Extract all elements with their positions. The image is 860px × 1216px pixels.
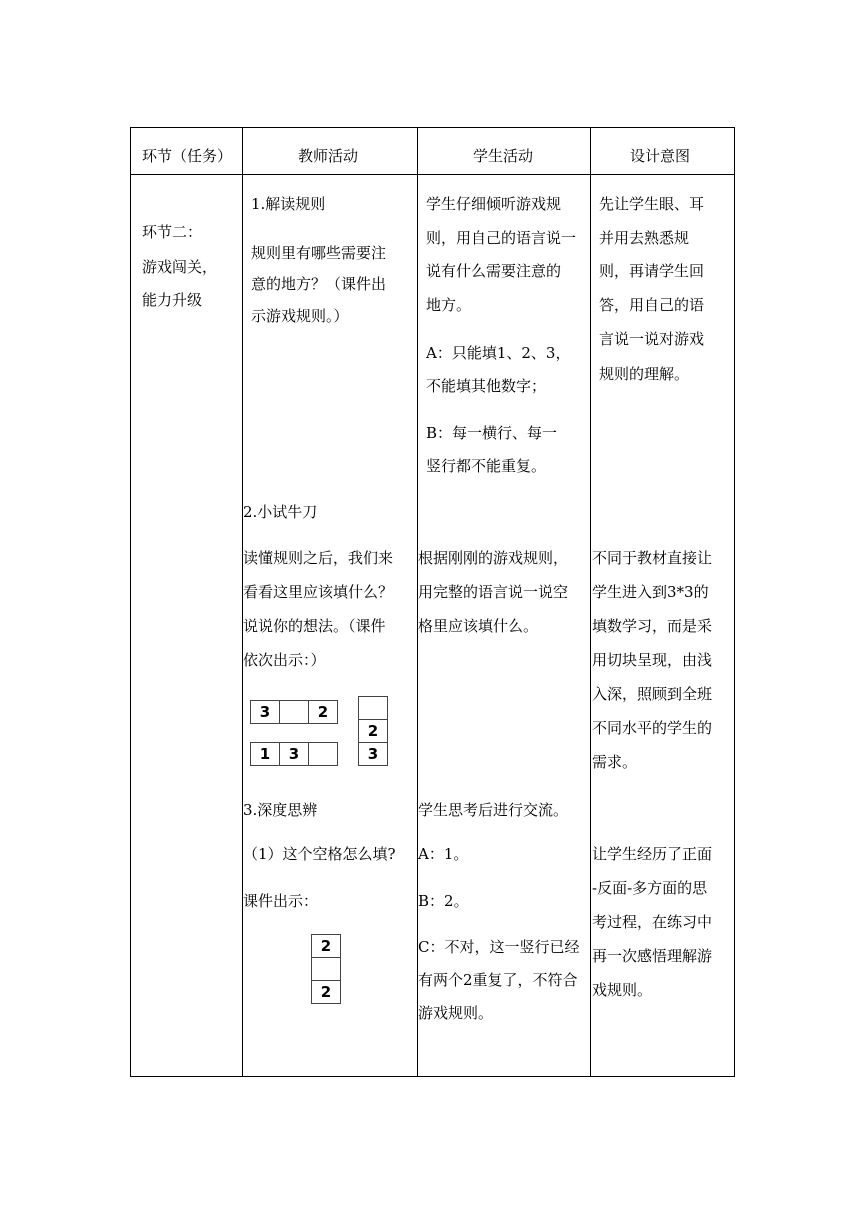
puzzle-cell: 3 <box>280 743 309 766</box>
column-divider-2 <box>417 127 418 1077</box>
header-teacher: 教师活动 <box>298 147 359 165</box>
student-s2-line: 用完整的语言说一说空 <box>418 583 569 601</box>
table-border-left <box>130 127 131 1077</box>
student-s3-c: 游戏规则。 <box>418 1004 494 1022</box>
student-s1-line: 地方。 <box>426 296 472 314</box>
student-s3-intro: 学生思考后进行交流。 <box>418 801 569 819</box>
header-student: 学生活动 <box>473 147 534 165</box>
intent-s3-line: 戏规则。 <box>592 981 653 999</box>
student-s2-line: 根据刚刚的游戏规则， <box>418 549 569 567</box>
student-answer-b: B：每一横行、每一 <box>426 424 558 442</box>
student-s1-line: 学生仔细倾听游戏规 <box>426 195 562 213</box>
puzzle-cell: 2 <box>312 981 341 1004</box>
intent-s1-line: 言说一说对游戏 <box>599 330 705 348</box>
column-divider-3 <box>590 127 591 1077</box>
intent-s2-line: 用切块呈现，由浅 <box>592 651 713 669</box>
puzzle-row-a <box>250 700 338 724</box>
student-s3-a: A：1。 <box>418 845 469 863</box>
student-s3-c: 有两个2重复了，不符合 <box>418 971 578 989</box>
table-border-top <box>130 127 735 128</box>
stage-line: 能力升级 <box>142 291 203 309</box>
intent-s3-line: 让学生经历了正面 <box>592 845 713 863</box>
teacher-s2-line: 说说你的想法。（课件 <box>243 617 386 635</box>
puzzle-cell: 3 <box>251 701 280 724</box>
intent-s2-line: 入深，照顾到全班 <box>592 685 713 703</box>
header-stage: 环节（任务） <box>142 147 233 165</box>
student-answer-a: 不能填其他数字； <box>426 377 547 395</box>
teacher-s3-question: （1）这个空格怎么填? <box>243 845 396 863</box>
teacher-s2-line: 依次出示：） <box>243 651 326 669</box>
intent-s3-line: -反面-多方面的思 <box>592 879 708 897</box>
puzzle-cell <box>359 697 388 720</box>
intent-s3-line: 再一次感悟理解游 <box>592 947 713 965</box>
intent-s2-line: 需求。 <box>592 753 638 771</box>
puzzle-cell: 1 <box>251 743 280 766</box>
teacher-s1-title: 1.解读规则 <box>251 195 326 213</box>
student-s1-line: 说有什么需要注意的 <box>426 262 562 280</box>
teacher-s2-title: 2.小试牛刀 <box>243 503 318 521</box>
student-answer-a: A：只能填1、2、3， <box>426 344 571 362</box>
intent-s2-line: 填数学习，而是采 <box>592 617 713 635</box>
intent-s1-line: 答，用自己的语 <box>599 296 705 314</box>
table-border-right <box>734 127 735 1077</box>
intent-s1-line: 规则的理解。 <box>599 365 690 383</box>
intent-s2-line: 不同水平的学生的 <box>592 719 713 737</box>
puzzle-cell <box>312 958 341 981</box>
puzzle-column-d <box>311 934 341 1004</box>
teacher-s1-line: 示游戏规则。） <box>251 307 349 325</box>
intent-s1-line: 先让学生眼、耳 <box>599 195 705 213</box>
stage-line: 环节二： <box>142 223 203 241</box>
intent-s2-line: 学生进入到3*3的 <box>592 583 709 601</box>
puzzle-column-c <box>358 696 388 766</box>
student-s1-line: 则，用自己的语言说一 <box>426 229 577 247</box>
teacher-s3-show: 课件出示： <box>243 892 319 910</box>
student-s3-c: C：不对，这一竖行已经 <box>418 938 580 956</box>
teacher-s1-line: 意的地方？（课件出 <box>251 275 387 293</box>
teacher-s3-title: 3.深度思辨 <box>243 801 318 819</box>
student-s2-line: 格里应该填什么。 <box>418 617 539 635</box>
intent-s1-line: 并用去熟悉规 <box>599 229 690 247</box>
intent-s1-line: 则，再请学生回 <box>599 262 705 280</box>
puzzle-cell <box>280 701 309 724</box>
puzzle-cell: 2 <box>359 720 388 743</box>
student-answer-b: 竖行都不能重复。 <box>426 457 547 475</box>
stage-line: 游戏闯关， <box>142 258 218 276</box>
teacher-s2-line: 看看这里应该填什么？ <box>243 583 394 601</box>
student-s3-b: B：2。 <box>418 892 469 910</box>
puzzle-cell: 3 <box>359 743 388 766</box>
puzzle-cell <box>309 743 338 766</box>
teacher-s2-line: 读懂规则之后，我们来 <box>243 549 394 567</box>
table-header-divider <box>130 174 735 175</box>
puzzle-cell: 2 <box>312 935 341 958</box>
table-border-bottom <box>130 1076 735 1077</box>
intent-s2-line: 不同于教材直接让 <box>592 549 713 567</box>
column-divider-1 <box>242 127 243 1077</box>
puzzle-row-b <box>250 742 338 766</box>
intent-s3-line: 考过程，在练习中 <box>592 913 713 931</box>
puzzle-cell: 2 <box>309 701 338 724</box>
teacher-s1-line: 规则里有哪些需要注 <box>251 244 387 262</box>
header-intent: 设计意图 <box>630 147 691 165</box>
